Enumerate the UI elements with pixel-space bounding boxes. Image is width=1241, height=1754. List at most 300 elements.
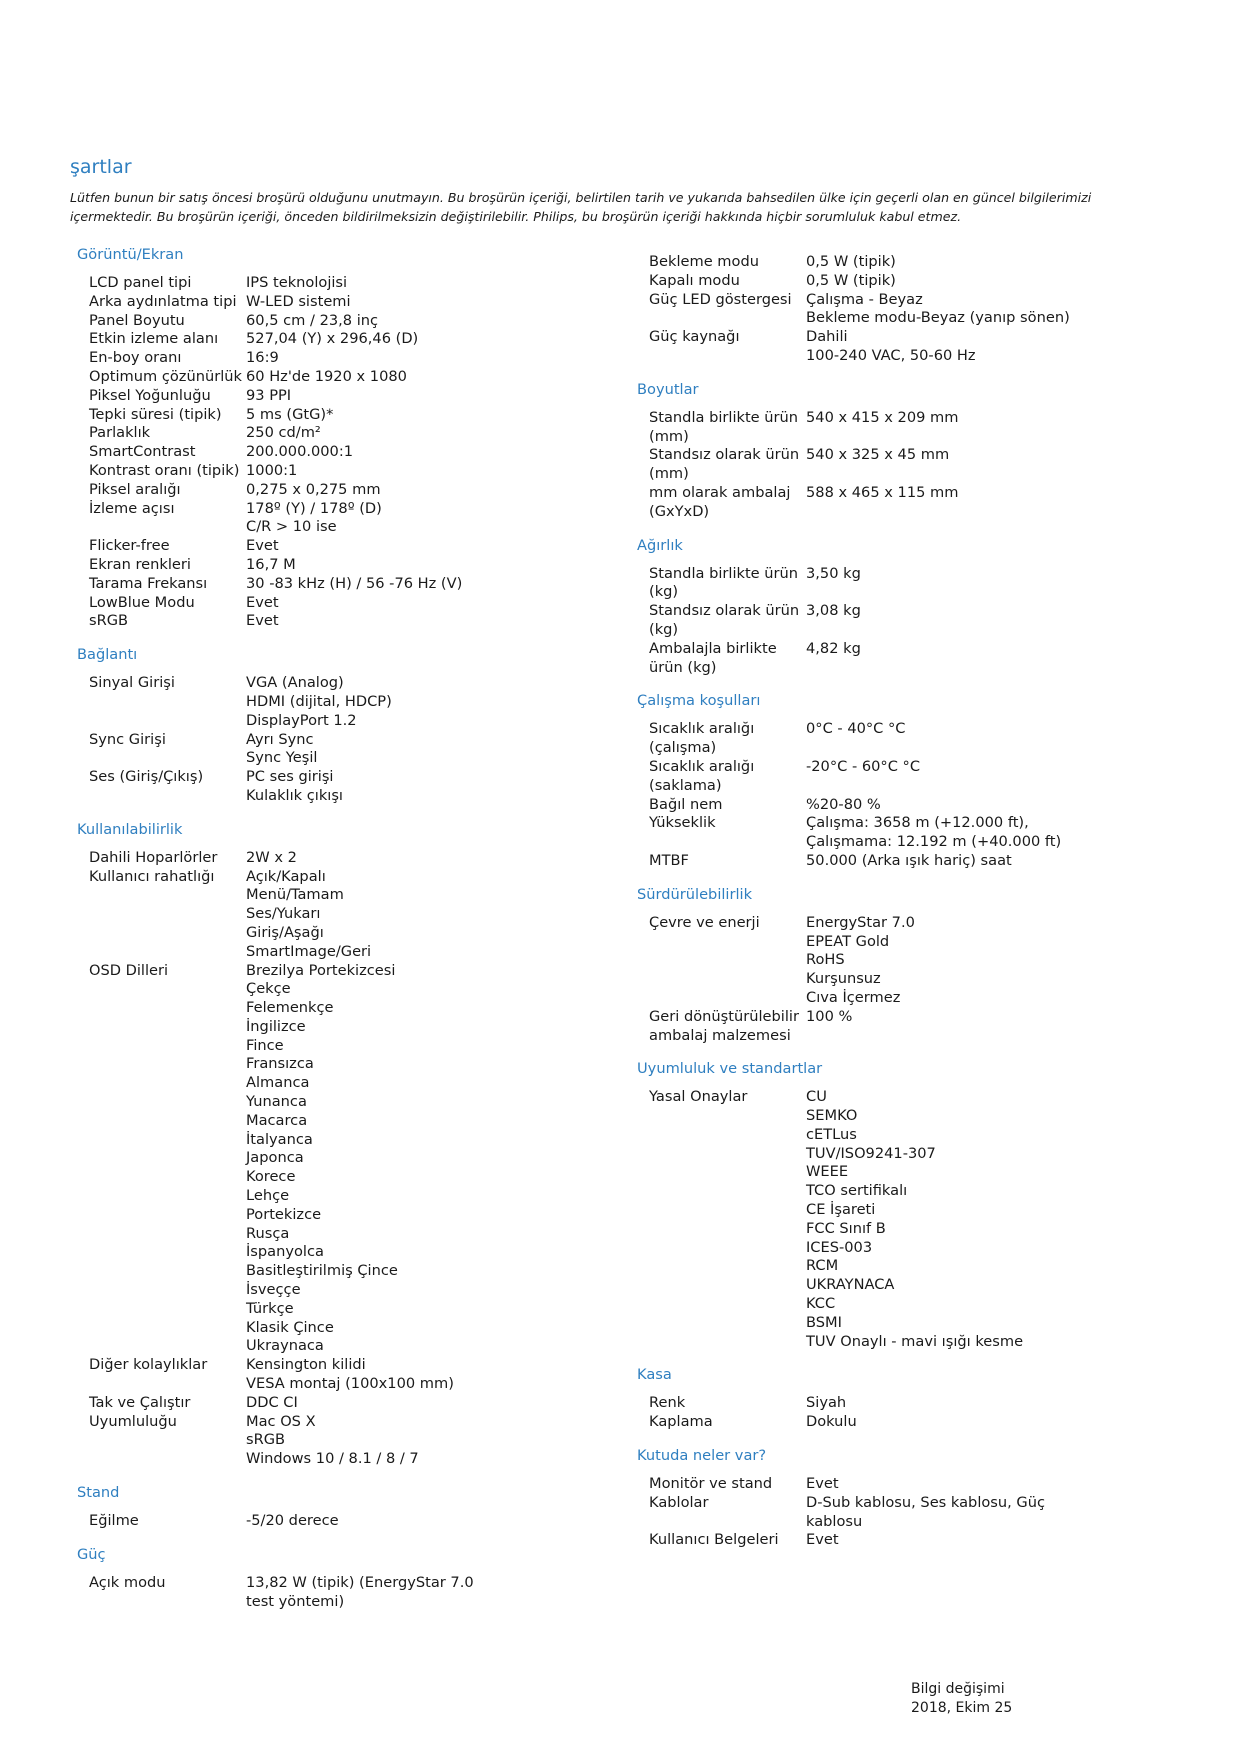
spec-row	[637, 852, 1157, 871]
spec-label: Piksel Yoğunluğu	[89, 386, 211, 404]
spec-values	[806, 720, 1157, 758]
spec-values	[246, 575, 597, 594]
spec-section	[637, 885, 1157, 1060]
spec-values	[246, 1512, 597, 1531]
section-title: Ağırlık	[637, 536, 683, 554]
section-title: Kutuda neler var?	[637, 1447, 767, 1465]
spec-row	[77, 406, 597, 425]
left-spec-column	[77, 245, 597, 1625]
spec-value: Portekizce	[246, 1205, 322, 1223]
spec-row	[77, 768, 597, 806]
spec-value: UKRAYNACA	[806, 1276, 895, 1294]
spec-values	[806, 758, 1157, 796]
spec-values	[246, 349, 597, 368]
spec-value: EPEAT Gold	[806, 932, 890, 950]
spec-row	[77, 500, 597, 538]
spec-label: Geri dönüştürülebilir ambalaj malzemesi	[649, 1007, 799, 1044]
spec-value: Rusça	[246, 1224, 290, 1242]
section-title: Stand	[77, 1484, 120, 1502]
spec-label: Açık modu	[89, 1573, 166, 1591]
spec-values	[246, 274, 597, 293]
spec-value: 0,5 W (tipik)	[806, 271, 896, 289]
spec-values	[246, 1394, 597, 1469]
spec-label: Tepki süresi (tipik)	[89, 405, 222, 423]
spec-value: Sync Yeşil	[246, 749, 318, 767]
spec-row	[637, 602, 1157, 640]
spec-label: OSD Dilleri	[89, 961, 169, 979]
section-title: Çalışma koşulları	[637, 692, 761, 710]
footer-date	[911, 1680, 1012, 1718]
spec-values	[246, 849, 597, 868]
spec-label: Sync Girişi	[89, 730, 166, 748]
spec-row	[77, 674, 597, 730]
spec-row	[77, 462, 597, 481]
spec-value: Kurşunsuz	[806, 970, 881, 988]
section-title: Sürdürülebilirlik	[637, 885, 753, 903]
spec-value: İsveççe	[246, 1281, 301, 1299]
spec-label: Dahili Hoparlörler	[89, 848, 218, 866]
spec-row	[77, 731, 597, 769]
spec-label: LowBlue Modu	[89, 593, 195, 611]
spec-label: Optimum çözünürlük	[89, 367, 242, 385]
spec-label: Flicker-free	[89, 537, 170, 555]
spec-label: Diğer kolaylıklar	[89, 1356, 208, 1374]
spec-value: 100-240 VAC, 50-60 Hz	[806, 346, 976, 364]
spec-values	[806, 602, 1157, 640]
spec-row	[637, 758, 1157, 796]
section-gap	[637, 1550, 1157, 1564]
spec-values	[806, 1394, 1157, 1413]
spec-row	[637, 328, 1157, 366]
spec-row	[637, 640, 1157, 678]
spec-value: RCM	[806, 1257, 839, 1275]
spec-value: -20°C - 60°C °C	[806, 757, 921, 775]
section-gap	[77, 631, 597, 645]
spec-row	[77, 868, 597, 962]
section-title: Görüntü/Ekran	[77, 246, 184, 263]
spec-label: Piksel aralığı	[89, 480, 181, 498]
spec-value: Cıva İçermez	[806, 988, 901, 1006]
spec-label: mm olarak ambalaj (GxYxD)	[649, 483, 791, 520]
section-gap	[77, 806, 597, 820]
spec-value: 540 x 325 x 45 mm	[806, 446, 950, 464]
spec-value: Fransızca	[246, 1055, 314, 1073]
spec-value: 100 %	[806, 1007, 853, 1025]
spec-value: CE İşareti	[806, 1201, 876, 1219]
spec-row	[77, 312, 597, 331]
spec-row	[637, 1413, 1157, 1432]
spec-label: Standsız olarak ürün (kg)	[649, 602, 800, 638]
spec-value: 60,5 cm / 23,8 inç	[246, 311, 379, 329]
section-title: Boyutlar	[637, 380, 699, 398]
spec-value: Kulaklık çıkışı	[246, 786, 343, 804]
spec-label: Kapalı modu	[649, 271, 740, 289]
spec-values	[806, 291, 1157, 329]
spec-value: 30 -83 kHz (H) / 56 -76 Hz (V)	[246, 574, 463, 592]
spec-values	[806, 1088, 1157, 1351]
spec-row	[77, 443, 597, 462]
spec-value: Çalışmama: 12.192 m (+40.000 ft)	[806, 833, 1062, 851]
spec-label: LCD panel tipi	[89, 274, 192, 291]
spec-value: Klasik Çince	[246, 1318, 334, 1336]
spec-value: 2W x 2	[246, 848, 297, 866]
spec-value: TCO sertifikalı	[806, 1182, 908, 1200]
spec-value: RoHS	[806, 951, 845, 969]
section-gap	[77, 1531, 597, 1545]
spec-value: Ayrı Sync	[246, 730, 314, 748]
spec-label: Ekran renkleri	[89, 555, 191, 573]
spec-values	[806, 852, 1157, 871]
spec-value: Menü/Tamam	[246, 886, 344, 904]
spec-value: Fince	[246, 1036, 284, 1054]
spec-value: Dahili	[806, 328, 848, 346]
spec-label: SmartContrast	[89, 443, 196, 461]
spec-value: Lehçe	[246, 1187, 290, 1205]
spec-value: Dokulu	[806, 1413, 857, 1431]
spec-section	[77, 645, 597, 820]
spec-row	[637, 814, 1157, 852]
spec-value: Mac OS X	[246, 1412, 316, 1430]
spec-label: Standsız olarak ürün (mm)	[649, 446, 800, 483]
spec-value: W-LED sistemi	[246, 292, 351, 310]
spec-values	[246, 556, 597, 575]
spec-label: Bağıl nem	[649, 795, 723, 813]
section-title: Kullanılabilirlik	[77, 820, 183, 838]
spec-value: WEEE	[806, 1163, 849, 1181]
spec-value: CU	[806, 1088, 827, 1106]
spec-value: 50.000 (Arka ışık hariç) saat	[806, 851, 1012, 869]
spec-label: sRGB	[89, 612, 129, 630]
section-title: Uyumluluk ve standartlar	[637, 1060, 823, 1078]
spec-values	[246, 731, 597, 769]
spec-label: Yasal Onaylar	[649, 1088, 748, 1106]
spec-value: EnergyStar 7.0	[806, 913, 915, 931]
spec-value: Ukraynaca	[246, 1337, 324, 1355]
spec-value: 1000:1	[246, 461, 298, 479]
spec-label: Parlaklık	[89, 424, 151, 442]
spec-values	[246, 500, 597, 538]
spec-value: 0,5 W (tipik)	[806, 253, 896, 270]
spec-row	[77, 349, 597, 368]
spec-section	[637, 1059, 1157, 1365]
spec-value: 16:9	[246, 349, 279, 367]
spec-label: Arka aydınlatma tipi	[89, 292, 237, 310]
section-gap	[637, 677, 1157, 691]
spec-value: sRGB	[246, 1431, 286, 1449]
spec-row	[637, 1475, 1157, 1494]
spec-label: Etkin izleme alanı	[89, 330, 219, 348]
spec-value: Siyah	[806, 1394, 847, 1412]
spec-row	[77, 556, 597, 575]
spec-value: 16,7 M	[246, 555, 296, 573]
spec-value: Basitleştirilmiş Çince	[246, 1262, 398, 1280]
spec-label: Çevre ve enerji	[649, 913, 760, 931]
spec-row	[77, 1394, 597, 1469]
spec-section	[637, 691, 1157, 884]
spec-value: 93 PPI	[246, 386, 292, 404]
spec-value: 588 x 465 x 115 mm	[806, 483, 959, 501]
spec-value: ICES-003	[806, 1238, 873, 1256]
spec-row	[637, 1494, 1157, 1532]
spec-row	[77, 575, 597, 594]
spec-value: İspanyolca	[246, 1243, 324, 1261]
spec-value: Evet	[246, 537, 279, 555]
spec-value: Korece	[246, 1168, 296, 1186]
section-gap	[637, 1045, 1157, 1059]
spec-row	[77, 962, 597, 1357]
spec-row	[637, 1394, 1157, 1413]
spec-row	[77, 481, 597, 500]
spec-values	[246, 368, 597, 387]
spec-label: Tarama Frekansı	[89, 574, 208, 592]
spec-values	[806, 484, 1157, 522]
spec-value: KCC	[806, 1295, 836, 1313]
spec-row	[77, 293, 597, 312]
spec-label: Ses (Giriş/Çıkış)	[89, 768, 204, 786]
spec-value: 527,04 (Y) x 296,46 (D)	[246, 330, 419, 348]
spec-values	[246, 962, 597, 1357]
spec-value: Windows 10 / 8.1 / 8 / 7	[246, 1450, 419, 1468]
spec-row	[637, 796, 1157, 815]
spec-section	[637, 380, 1157, 536]
spec-values	[806, 409, 1157, 447]
spec-values	[806, 565, 1157, 603]
spec-row	[77, 330, 597, 349]
spec-row	[637, 720, 1157, 758]
spec-values	[246, 674, 597, 730]
spec-values	[806, 796, 1157, 815]
spec-value: C/R > 10 ise	[246, 518, 337, 536]
spec-label: Monitör ve stand	[649, 1475, 773, 1493]
spec-value: Çalışma: 3658 m (+12.000 ft),	[806, 814, 1029, 832]
spec-value: Macarca	[246, 1111, 308, 1129]
spec-values	[246, 768, 597, 806]
spec-value: Türkçe	[246, 1299, 294, 1317]
spec-section	[77, 245, 597, 645]
section-gap	[637, 522, 1157, 536]
spec-value: FCC Sınıf B	[806, 1219, 886, 1237]
spec-label: Tak ve Çalıştır Uyumluluğu	[89, 1393, 191, 1430]
spec-value: Çekçe	[246, 980, 291, 998]
spec-value: İngilizce	[246, 1017, 306, 1035]
spec-value: Kensington kilidi	[246, 1356, 366, 1374]
spec-values	[246, 293, 597, 312]
spec-value: TUV Onaylı - mavi ışığı kesme	[806, 1332, 1024, 1350]
spec-row	[637, 565, 1157, 603]
spec-row	[637, 291, 1157, 329]
spec-section	[637, 1446, 1157, 1564]
spec-value: Yunanca	[246, 1093, 307, 1111]
spec-value: SEMKO	[806, 1107, 858, 1125]
section-gap	[637, 366, 1157, 380]
spec-row	[77, 424, 597, 443]
spec-label: Standla birlikte ürün (kg)	[649, 564, 799, 601]
spec-value: Ses/Yukarı	[246, 905, 321, 923]
spec-values	[806, 640, 1157, 678]
spec-label: Kullanıcı Belgeleri	[649, 1531, 779, 1549]
spec-value: 540 x 415 x 209 mm	[806, 408, 959, 426]
spec-label: Kablolar	[649, 1493, 709, 1511]
section-gap	[637, 1351, 1157, 1365]
spec-row	[637, 1531, 1157, 1550]
spec-value: Almanca	[246, 1074, 310, 1092]
spec-value: BSMI	[806, 1313, 842, 1331]
spec-row	[637, 272, 1157, 291]
spec-values	[806, 1413, 1157, 1432]
spec-values	[806, 253, 1157, 272]
spec-value: Çalışma - Beyaz	[806, 290, 923, 308]
spec-values	[806, 1494, 1157, 1532]
spec-section	[77, 1545, 597, 1626]
spec-label: Kullanıcı rahatlığı	[89, 867, 215, 885]
spec-label: Kontrast oranı (tipik)	[89, 461, 240, 479]
spec-values	[246, 312, 597, 331]
spec-row	[77, 537, 597, 556]
spec-section	[77, 1483, 597, 1545]
spec-value: cETLus	[806, 1125, 857, 1143]
spec-value: 4,82 kg	[806, 639, 861, 657]
right-spec-column	[637, 253, 1157, 1564]
spec-value: -5/20 derece	[246, 1512, 339, 1530]
spec-value: TUV/ISO9241-307	[806, 1144, 936, 1162]
spec-label: En-boy oranı	[89, 349, 182, 367]
spec-value: İtalyanca	[246, 1130, 313, 1148]
spec-row	[77, 594, 597, 613]
spec-label: Renk	[649, 1394, 686, 1412]
section-title: Kasa	[637, 1366, 672, 1384]
spec-section	[637, 536, 1157, 692]
spec-value: 13,82 W (tipik) (EnergyStar 7.0 test yöntemi)	[246, 1573, 474, 1610]
spec-value: 0,275 x 0,275 mm	[246, 480, 381, 498]
spec-row	[77, 1356, 597, 1394]
spec-values	[806, 1008, 1157, 1046]
spec-value: 60 Hz'de 1920 x 1080	[246, 367, 407, 385]
spec-values	[246, 462, 597, 481]
footer-line-2: 2018, Ekim 25	[911, 1700, 1013, 1716]
spec-row	[77, 1512, 597, 1531]
spec-value: Giriş/Aşağı	[246, 923, 324, 941]
section-title: Bağlantı	[77, 646, 138, 664]
spec-row	[637, 484, 1157, 522]
spec-row	[637, 409, 1157, 447]
spec-value: SmartImage/Geri	[246, 942, 372, 960]
spec-value: 0°C - 40°C °C	[806, 720, 906, 738]
spec-label: Yükseklik	[649, 814, 716, 832]
spec-values	[806, 814, 1157, 852]
spec-value: D-Sub kablosu, Ses kablosu, Güç kablosu	[806, 1493, 1046, 1530]
spec-value: Açık/Kapalı	[246, 867, 326, 885]
spec-value: VESA montaj (100x100 mm)	[246, 1375, 454, 1393]
spec-values	[246, 1574, 597, 1612]
spec-value: Evet	[806, 1531, 839, 1549]
spec-values	[246, 330, 597, 349]
spec-value: 178º (Y) / 178º (D)	[246, 499, 382, 517]
footer-line-1: Bilgi değişimi	[911, 1681, 1005, 1697]
spec-values	[246, 481, 597, 500]
spec-value: 250 cd/m²	[246, 424, 321, 442]
spec-label: Sıcaklık aralığı (çalışma)	[649, 720, 755, 757]
spec-value: Bekleme modu-Beyaz (yanıp sönen)	[806, 309, 1070, 327]
spec-row	[637, 1008, 1157, 1046]
spec-row	[637, 1088, 1157, 1351]
spec-value: Evet	[806, 1475, 839, 1493]
spec-row	[77, 849, 597, 868]
spec-value: IPS teknolojisi	[246, 274, 348, 291]
spec-value: 3,08 kg	[806, 602, 861, 620]
spec-value: VGA (Analog)	[246, 674, 344, 692]
spec-row	[637, 253, 1157, 272]
section-gap	[637, 1432, 1157, 1446]
spec-label: MTBF	[649, 851, 689, 869]
spec-values	[246, 537, 597, 556]
spec-label: Güç LED göstergesi	[649, 290, 792, 308]
spec-label: Güç kaynağı	[649, 328, 740, 346]
spec-value: PC ses girişi	[246, 768, 334, 786]
spec-label: Eğilme	[89, 1512, 139, 1530]
spec-row	[637, 914, 1157, 1008]
spec-values	[246, 868, 597, 962]
spec-value: Japonca	[246, 1149, 304, 1167]
spec-label: Bekleme modu	[649, 253, 759, 270]
section-gap	[77, 1611, 597, 1625]
spec-label: Ambalajla birlikte ürün (kg)	[649, 639, 777, 676]
spec-values	[806, 1531, 1157, 1550]
spec-values	[806, 328, 1157, 366]
spec-value: DDC CI	[246, 1393, 298, 1411]
spec-value: %20-80 %	[806, 795, 881, 813]
spec-values	[246, 1356, 597, 1394]
spec-value: 3,50 kg	[806, 564, 861, 582]
spec-value: Brezilya Portekizcesi	[246, 961, 396, 979]
spec-row	[77, 368, 597, 387]
spec-row	[77, 612, 597, 631]
spec-value: Evet	[246, 593, 279, 611]
spec-label: İzleme açısı	[89, 499, 175, 517]
section-title: Güç	[77, 1545, 106, 1563]
spec-value: DisplayPort 1.2	[246, 711, 357, 729]
spec-label: Standla birlikte ürün (mm)	[649, 408, 799, 445]
spec-value: Felemenkçe	[246, 999, 334, 1017]
spec-values	[246, 594, 597, 613]
spec-value: HDMI (dijital, HDCP)	[246, 692, 392, 710]
spec-value: 200.000.000:1	[246, 443, 354, 461]
disclaimer-text: Lütfen bunun bir satış öncesi broşürü olduğunu unutmayın. Bu broşürün içeriği, belirtilen tarih ve yukarıda bahsedilen ülke için geçerli olan en güncel bilgilerimizi içermektedir. Bu broşürün içeriği, önceden bildirilmeksizin değiştirilebilir. Philips, bu broşürün içeriği hakkında hiçbir sorumluluk kabul etmez.	[70, 190, 1092, 224]
spec-values	[806, 1475, 1157, 1494]
section-gap	[637, 871, 1157, 885]
spec-row	[637, 446, 1157, 484]
spec-row	[77, 1574, 597, 1612]
spec-label: Panel Boyutu	[89, 311, 185, 329]
spec-value: 5 ms (GtG)*	[246, 405, 334, 423]
spec-values	[806, 272, 1157, 291]
spec-value: Evet	[246, 612, 279, 630]
spec-section	[637, 1365, 1157, 1446]
spec-values	[246, 387, 597, 406]
spec-values	[246, 612, 597, 631]
spec-values	[246, 424, 597, 443]
spec-values	[806, 446, 1157, 484]
spec-label: Sinyal Girişi	[89, 674, 175, 692]
spec-label: Kaplama	[649, 1413, 713, 1431]
spec-values	[806, 914, 1157, 1008]
spec-values	[246, 443, 597, 462]
spec-label: Sıcaklık aralığı (saklama)	[649, 757, 755, 794]
spec-section	[77, 820, 597, 1483]
spec-row	[77, 274, 597, 293]
page-title: şartlar	[70, 156, 132, 178]
spec-values	[246, 406, 597, 425]
spec-row	[77, 387, 597, 406]
